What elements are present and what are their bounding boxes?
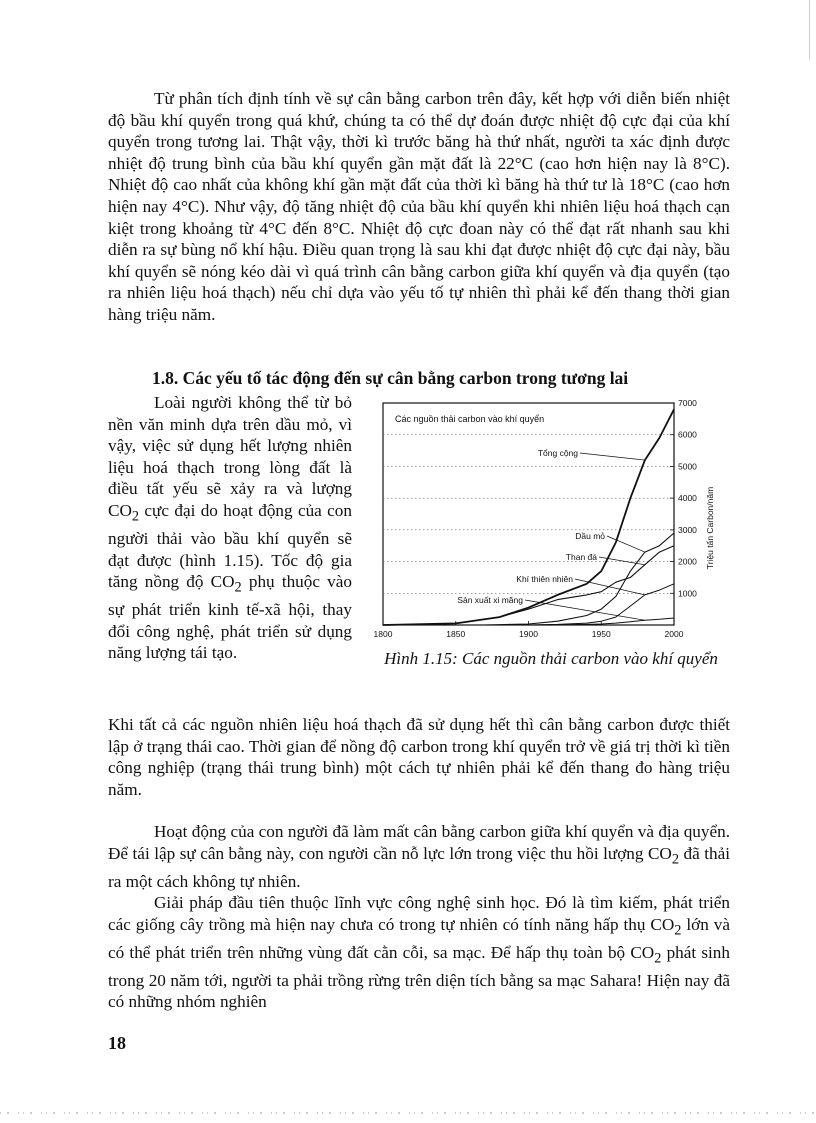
paragraph-human-activity xyxy=(108,821,730,892)
series-line-total xyxy=(383,409,674,625)
scan-artifact xyxy=(0,1110,816,1116)
text-segment: lớn và có thể phát triển trên những vùng đất cằn cỗi, sa mạc. Để hấp thụ toàn bộ CO xyxy=(108,914,731,962)
text-segment: Giải pháp đầu tiên thuộc lĩnh vực công nghệ sinh học. Đó là tìm kiếm, phát triển các giống cây trồng mà hiện nay chưa có trong tự nhiên có tính năng hấp thụ CO xyxy=(108,893,730,934)
paragraph-biotech-solution xyxy=(108,892,730,1013)
x-tick-label: 1800 xyxy=(373,629,393,639)
legend-label-cement: Sản xuất xi măng xyxy=(457,595,523,605)
series-lines xyxy=(383,409,674,625)
y-axis-label: Triệu tấn Carbon/năm xyxy=(705,486,715,570)
legend-label-oil: Dầu mỏ xyxy=(575,531,605,541)
x-tick-label: 1900 xyxy=(519,629,538,639)
paragraph-fossil-fuels-side xyxy=(108,392,352,664)
legend-label-total: Tổng cộng xyxy=(537,448,578,458)
paragraph-temperature-forecast: Từ phân tích định tính về sự cân bằng carbon trên đây, kết hợp với diễn biến nhiệt độ bầu khí quyển trong quá khứ, chúng ta có thể dự đoán được nhiệt độ cực đại của khí quyển trong tương lai. Thật vậy, thời kì trước băng hà thứ nhất, người ta xác định được nhiệt độ trung bình của bầu khí quyển gần mặt đất là 22°C (cao hơn hiện nay là 8°C). Nhiệt độ cao nhất của không khí gần mặt đất của thời kì băng hà thứ tư là 18°C (cao hơn hiện nay 4°C). Như vậy, độ tăng nhiệt độ của bầu khí quyển khi nhiên liệu hoá thạch cạn kiệt trong khoảng từ 4°C đến 8°C. Nhiệt độ cực đoan này có thể đạt rất nhanh sau khi diễn ra sự bùng nổ khí hậu. Điều quan trọng là sau khi đạt được nhiệt độ cực đại này, bầu khí quyển sẽ nóng kéo dài vì quá trình cân bằng carbon giữa khí quyển và địa quyển (tạo ra nhiên liệu hoá thạch) nếu chỉ dựa vào yếu tố tự nhiên thì phải kể đến thang thời gian hàng triệu năm. xyxy=(108,89,730,324)
x-tick-label: 1850 xyxy=(446,629,466,639)
carbon-sources-chart xyxy=(373,398,728,648)
legend-label-coal: Than đá xyxy=(565,552,597,562)
subscript-2: 2 xyxy=(654,950,662,967)
text-segment: Hoạt động của con người đã làm mất cân bằng carbon giữa khí quyển và địa quyển. Để tái lập sự cân bằng này, con người cần nỗ lực lớn trong việc thu hồi lượng CO xyxy=(108,822,730,863)
y-tick-label: 1000 xyxy=(678,588,697,599)
subscript-2: 2 xyxy=(131,508,140,525)
subscript-2: 2 xyxy=(674,922,682,939)
y-tick-label: 6000 xyxy=(678,429,697,440)
text-segment: phụ thuộc vào sự phát triển kinh tế-xã hội, thay đổi công nghệ, phát triển sử dụng năng lượng tái tạo. xyxy=(108,572,352,663)
text-segment: đã thải ra một cách không tự nhiên. xyxy=(108,843,730,891)
text-segment: Loài người không thể từ bỏ nền văn minh dựa trên dầu mỏ, vì vậy, việc sử dụng hết lượng nhiên liệu hoá thạch trong lòng đất là điều tất yếu sẽ xảy ra và lượng CO xyxy=(108,393,352,520)
text-segment: phát sinh trong 20 năm tới, người ta phải trồng rừng trên diện tích bằng sa mạc Sahara! Hiện nay đã có những nhóm nghiên xyxy=(108,942,730,1012)
series-line-oil xyxy=(485,533,674,625)
y-tick-label: 3000 xyxy=(678,524,697,535)
series-line-coal xyxy=(383,546,674,625)
x-tick-label: 1950 xyxy=(591,629,611,639)
label-leader-line xyxy=(575,579,645,595)
subscript-2: 2 xyxy=(234,579,242,596)
section-heading: 1.8. Các yếu tố tác động đến sự cân bằng carbon trong tương lai xyxy=(152,368,629,388)
y-tick-label: 4000 xyxy=(678,493,697,504)
y-tick-label: 7000 xyxy=(678,398,697,408)
x-tick-label: 2000 xyxy=(664,629,684,639)
subscript-2: 2 xyxy=(671,851,680,868)
label-leader-line xyxy=(580,453,645,460)
y-tick-label: 5000 xyxy=(678,461,697,472)
text-segment: cực đại do hoạt động của con người thải vào bầu khí quyển sẽ đạt được (hình 1.15). Tốc độ gia tăng nồng độ CO xyxy=(108,500,352,592)
label-leader-line xyxy=(525,600,645,620)
legend-label-natural-gas: Khí thiên nhiên xyxy=(516,574,573,584)
figure-caption: Hình 1.15: Các nguồn thải carbon vào khí quyển xyxy=(384,649,718,668)
chart-title: Các nguồn thải carbon vào khí quyển xyxy=(395,414,545,424)
y-tick-label: 2000 xyxy=(678,556,697,567)
paragraph-carbon-equilibrium: Khi tất cả các nguồn nhiên liệu hoá thạch đã sử dụng hết thì cân bằng carbon được thiết lập ở trạng thái cao. Thời gian để nồng độ carbon trong khí quyển trở về giá trị thời kì tiền công nghiệp (trạng thái trung bình) một cách tự nhiên phải kể đến thang đo hàng triệu năm. xyxy=(108,715,730,799)
margin-rule xyxy=(809,0,810,60)
page-number: 18 xyxy=(108,1033,126,1053)
tick-labels xyxy=(374,398,698,639)
